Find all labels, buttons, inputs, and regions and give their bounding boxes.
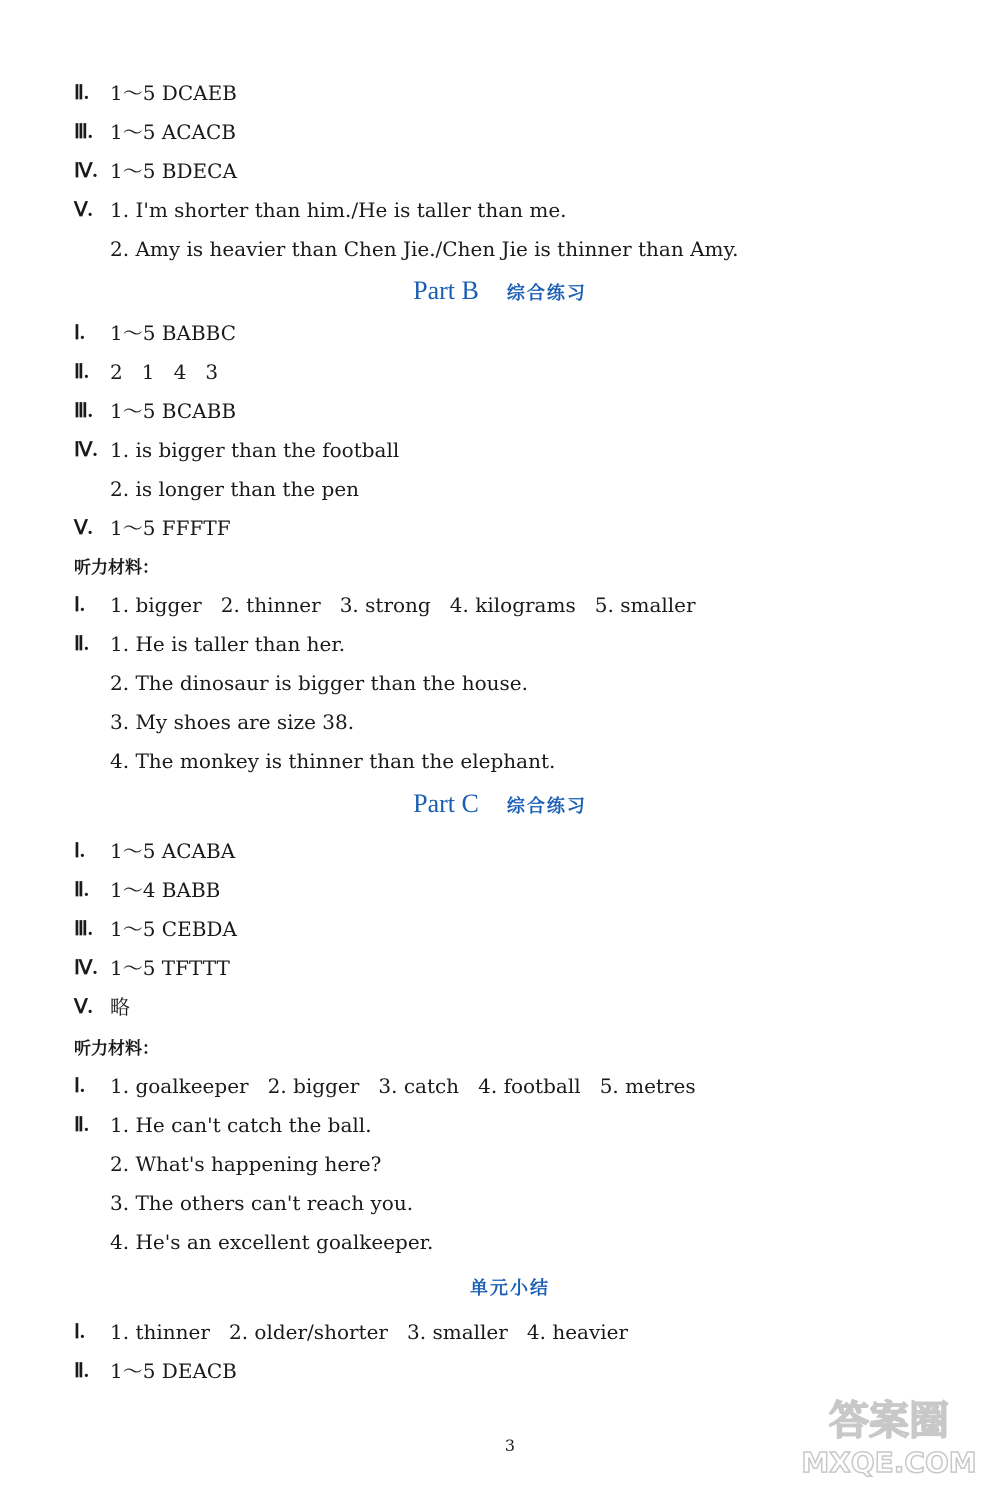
part-b-heading	[0, 276, 1000, 309]
item-number: Ⅰ.	[74, 1321, 85, 1343]
item-text: 2. The dinosaur is bigger than the house.	[110, 671, 528, 695]
item-number: Ⅴ.	[74, 199, 93, 221]
part-c-subtitle: 综合练习	[506, 796, 587, 817]
part-c-heading	[0, 789, 1000, 822]
item-number: Ⅲ.	[74, 400, 93, 422]
item-text: 1. goalkeeper 2. bigger 3. catch 4. football 5. metres	[110, 1074, 696, 1098]
item-text: 2. is longer than the pen	[110, 477, 360, 501]
page-number: 3	[504, 1436, 516, 1455]
item-number: Ⅳ.	[74, 160, 98, 182]
item-text: 略	[110, 995, 130, 1019]
item-number: Ⅱ.	[74, 82, 89, 104]
item-number: Ⅰ.	[74, 322, 85, 344]
item-number: Ⅰ.	[74, 840, 85, 862]
item-text: 1～4 BABB	[110, 878, 221, 902]
item-number: Ⅴ.	[74, 517, 93, 539]
item-text: 2. Amy is heavier than Chen Jie./Chen Jie is thinner than Amy.	[110, 237, 739, 261]
item-number: Ⅱ.	[74, 361, 89, 383]
item-text: 1～5 ACABA	[110, 839, 236, 863]
watermark-cn: 答案圈	[829, 1398, 949, 1444]
item-number: Ⅳ.	[74, 957, 98, 979]
item-text: 1～5 BABBC	[110, 321, 237, 345]
watermark-logo	[794, 1386, 984, 1478]
item-text: 4. The monkey is thinner than the elephant.	[110, 749, 556, 773]
item-text: 1. I'm shorter than him./He is taller than me.	[110, 198, 567, 222]
listening-label: 听力材料：	[74, 1039, 159, 1059]
item-text: 1～5 FFFTF	[110, 516, 231, 540]
item-text: 1. is bigger than the football	[110, 438, 400, 462]
item-number: Ⅰ.	[74, 594, 85, 616]
item-text: 2. What's happening here?	[110, 1152, 382, 1176]
listening-label: 听力材料：	[74, 558, 159, 578]
item-text: 1～5 TFTTT	[110, 956, 230, 980]
part-c-title: Part C	[413, 789, 479, 818]
item-text: 1. bigger 2. thinner 3. strong 4. kilograms 5. smaller	[110, 593, 696, 617]
item-text: 1～5 DCAEB	[110, 81, 237, 105]
item-text: 1～5 DEACB	[110, 1359, 237, 1383]
item-text: 3. The others can't reach you.	[110, 1191, 414, 1215]
item-text: 2 1 4 3	[110, 360, 219, 384]
item-number: Ⅳ.	[74, 439, 98, 461]
item-number: Ⅱ.	[74, 633, 89, 655]
item-number: Ⅱ.	[74, 1360, 89, 1382]
part-b-subtitle: 综合练习	[506, 283, 587, 304]
item-text: 1～5 BCABB	[110, 399, 237, 423]
watermark-en: MXQE.COM	[801, 1446, 977, 1478]
item-text: 1～5 ACACB	[110, 120, 236, 144]
item-text: 1. He is taller than her.	[110, 632, 346, 656]
item-text: 4. He's an excellent goalkeeper.	[110, 1230, 434, 1254]
item-number: Ⅲ.	[74, 121, 93, 143]
item-text: 1～5 CEBDA	[110, 917, 237, 941]
item-text: 3. My shoes are size 38.	[110, 710, 355, 734]
item-text: 1. thinner 2. older/shorter 3. smaller 4. heavier	[110, 1320, 629, 1344]
item-number: Ⅰ.	[74, 1075, 85, 1097]
item-number: Ⅱ.	[74, 1114, 89, 1136]
item-number: Ⅱ.	[74, 879, 89, 901]
part-b-title: Part B	[413, 276, 479, 305]
item-text: 1. He can't catch the ball.	[110, 1113, 372, 1137]
item-number: Ⅴ.	[74, 996, 93, 1018]
item-number: Ⅲ.	[74, 918, 93, 940]
item-text: 1～5 BDECA	[110, 159, 237, 183]
unit-summary-heading: 单元小结	[470, 1278, 550, 1299]
